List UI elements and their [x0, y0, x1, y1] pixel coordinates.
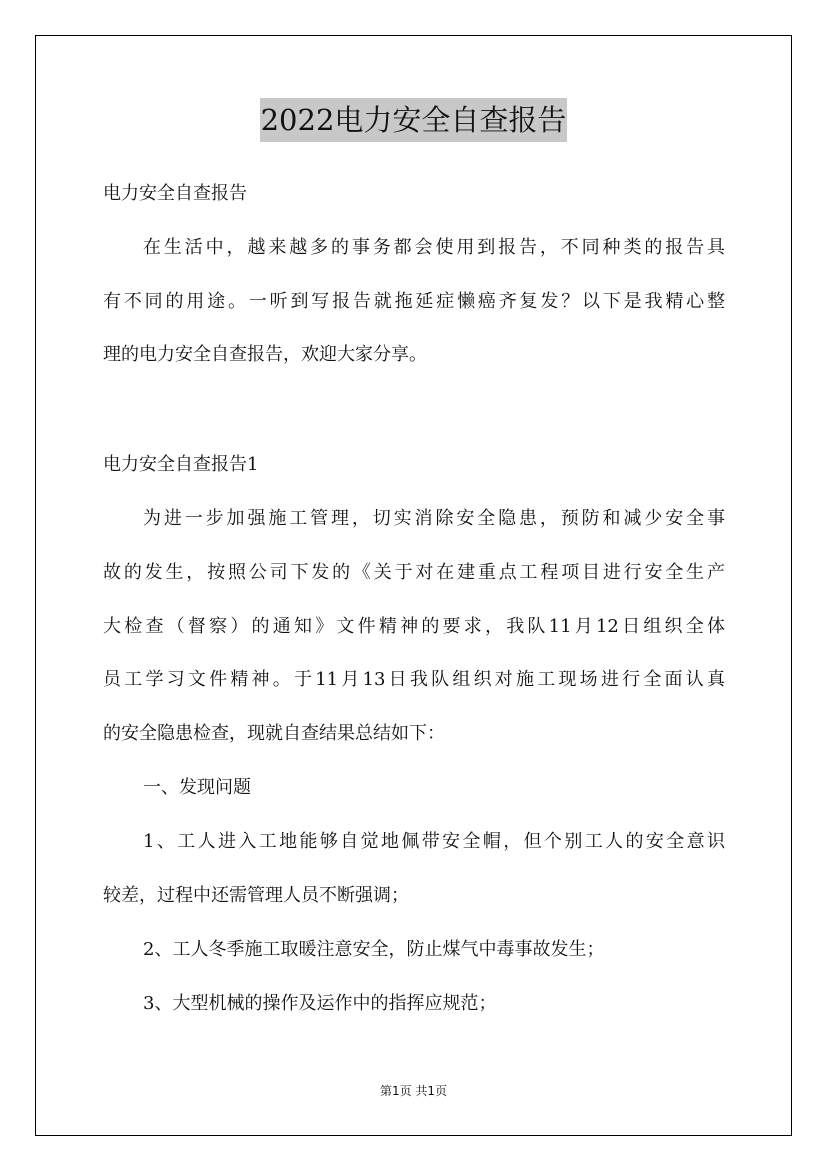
intro-line-2: 有不同的用途。一听到写报告就拖延症懒癌齐复发？以下是我精心整	[103, 291, 725, 312]
section-heading: 电力安全自查报告1	[103, 454, 259, 475]
page-footer: 第1页 共1页	[379, 1084, 448, 1098]
body-line-3: 大检查（督察）的通知》文件精神的要求，我队11月12日组织全体	[103, 616, 725, 637]
item-line-1: 1、工人进入工地能够自觉地佩带安全帽，但个别工人的安全意识	[143, 831, 725, 852]
item-line-2: 较差，过程中还需管理人员不断强调；	[103, 885, 409, 906]
body-line-4: 员工学习文件精神。于11月13日我队组织对施工现场进行全面认真	[103, 669, 725, 690]
item-line-4: 3、大型机械的操作及运作中的指挥应规范；	[143, 993, 497, 1014]
body-line-5: 的安全隐患检查，现就自查结果总结如下：	[103, 723, 445, 744]
body-line-1: 为进一步加强施工管理，切实消除安全隐患，预防和减少安全事	[143, 508, 725, 529]
intro-line-1: 在生活中，越来越多的事务都会使用到报告，不同种类的报告具	[143, 237, 725, 258]
body-line-2: 故的发生，按照公司下发的《关于对在建重点工程项目进行安全生产	[103, 562, 725, 583]
problems-heading: 一、发现问题	[143, 777, 251, 798]
subtitle: 电力安全自查报告	[103, 183, 247, 204]
intro-line-3: 理的电力安全自查报告，欢迎大家分享。	[103, 344, 427, 365]
page-title: 2022电力安全自查报告	[260, 98, 568, 142]
item-line-3: 2、工人冬季施工取暖注意安全，防止煤气中毒事故发生；	[143, 939, 605, 960]
title-container	[0, 98, 827, 142]
